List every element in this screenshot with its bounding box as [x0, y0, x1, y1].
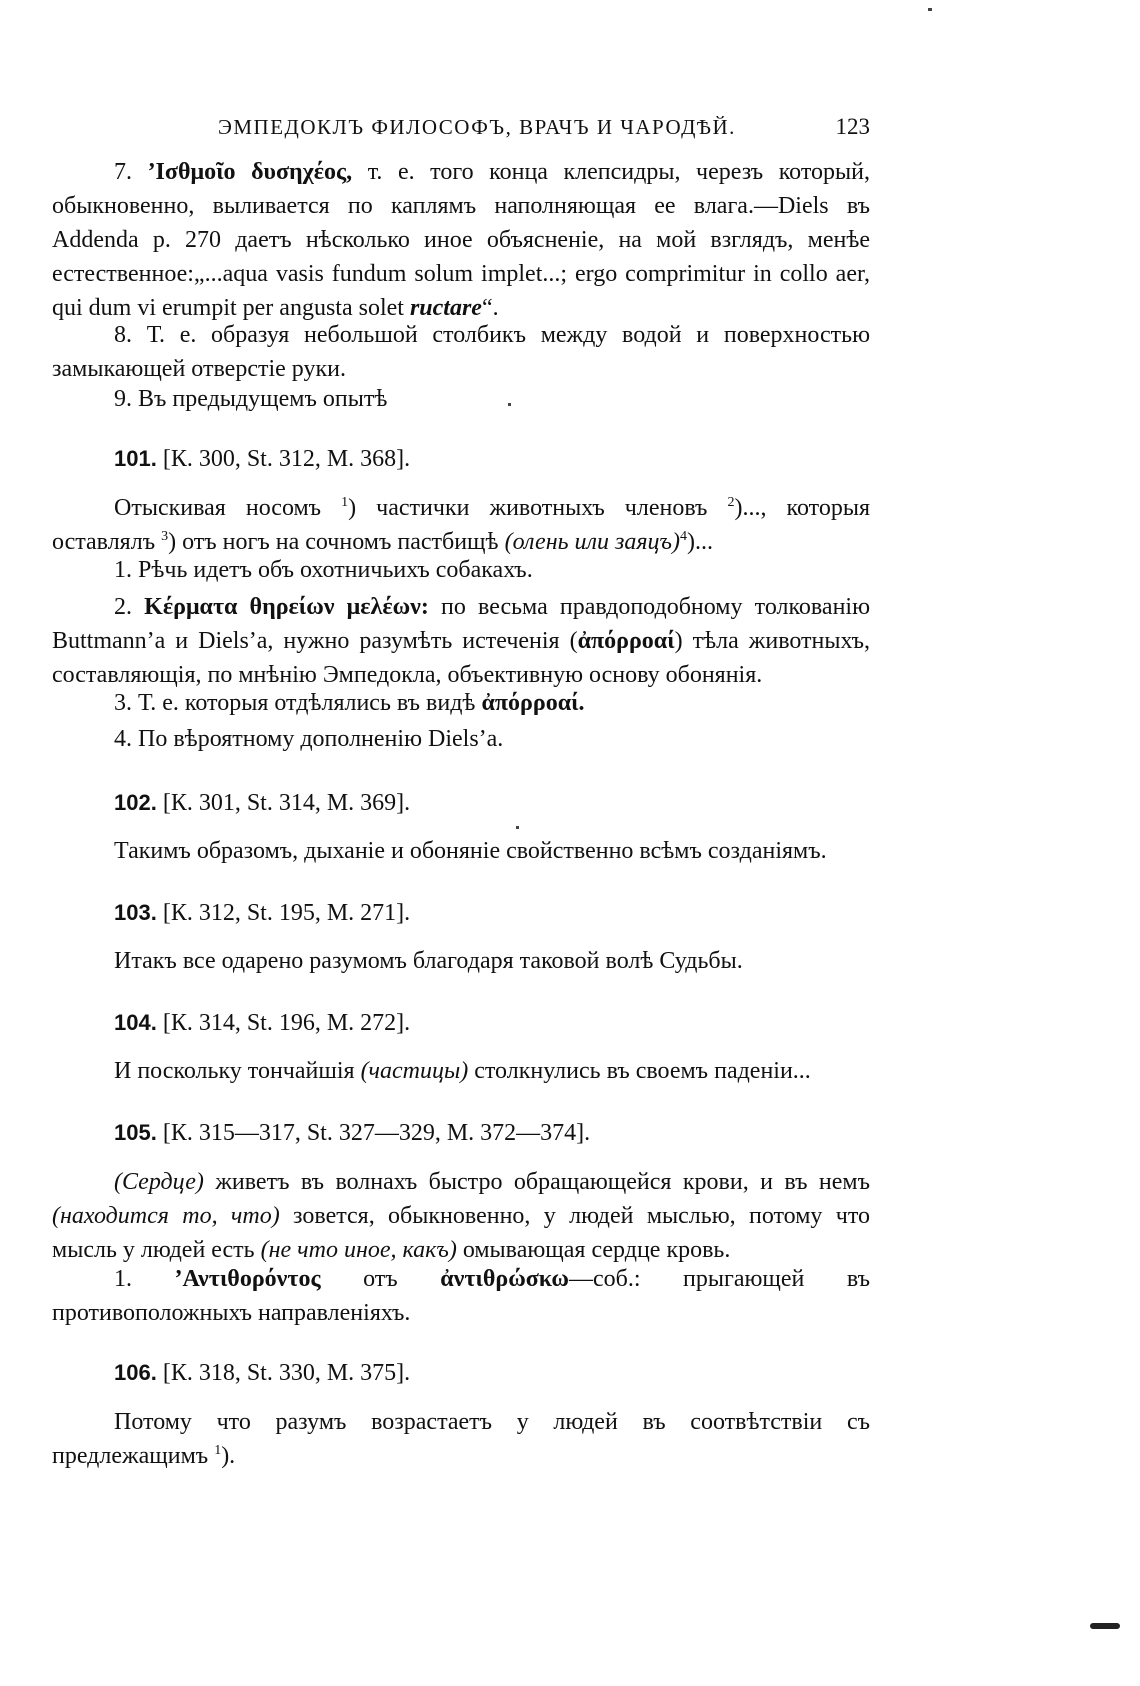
- italic-insert: (частицы): [360, 1058, 469, 1084]
- fragment-number: 106.: [114, 1360, 157, 1385]
- fragment-number: 102.: [114, 790, 157, 815]
- fragment-104-text: [52, 1054, 870, 1088]
- fragment-101-note-2: [52, 590, 870, 692]
- note-number: 8.: [114, 322, 132, 348]
- fragment-reference: [К. 312, St. 195, М. 271].: [162, 900, 411, 926]
- note-8: [52, 318, 870, 386]
- greek-term: ’Ισθμοῖο δυσηχέος,: [147, 159, 353, 185]
- greek-term: ἀπόρροαί.: [481, 690, 585, 716]
- latin-term: ructare: [409, 295, 482, 321]
- footnote-ref: 1: [214, 1443, 222, 1458]
- fragment-102-text: Такимъ образомъ, дыханіе и обоняніе свойственно всѣмъ созданіямъ.: [114, 838, 827, 864]
- fragment-101-note-4: 4. По вѣроятному дополненію Diels’a.: [114, 726, 504, 752]
- text-run: ).: [221, 1443, 236, 1469]
- note-text: отъ: [363, 1266, 398, 1292]
- italic-insert: (находится то, что): [52, 1203, 280, 1229]
- note-number: 7.: [114, 159, 132, 185]
- footnote-ref: 2: [727, 495, 735, 510]
- fragment-103-text: Итакъ все одарено разумомъ благодаря таковой волѣ Судьбы.: [114, 948, 743, 974]
- fragment-reference: [К. 300, St. 312, М. 368].: [162, 446, 411, 472]
- fragment-103-heading: [52, 896, 870, 930]
- italic-insert: (Сердце): [114, 1169, 204, 1195]
- fragment-106-heading: [52, 1356, 870, 1390]
- note-text: т. е. того конца клепсидры, черезъ который, обыкновенно, выливается по каплямъ наполняющая ее влага.—Diels въ Addenda p. 270 даетъ нѣсколько иное объясненіе, на мой взглядъ, менѣе естественное:„...aqua vasis fundum solum implet...; ergo comprimitur in collo aer, qui dum vi erumpit per angusta solet: [52, 159, 870, 321]
- note-text: Въ предыдущемъ опытѣ: [138, 386, 388, 412]
- italic-insert: (не что иное, какъ): [260, 1237, 457, 1263]
- note-7: [52, 155, 870, 325]
- text-run: )..., которыя оставлялъ: [52, 495, 871, 555]
- greek-term: Κέρματα θηρείων μελέων:: [144, 594, 429, 620]
- greek-term: ’Αντιθορόντος: [174, 1266, 321, 1292]
- scan-speck: [928, 8, 932, 11]
- note-number: 1.: [114, 1266, 132, 1292]
- fragment-104-heading: [52, 1006, 870, 1040]
- fragment-reference: [К. 315—317, St. 327—329, М. 372—374].: [162, 1120, 591, 1146]
- text-run: Потому что разумъ возрастаетъ у людей въ соотвѣтствіи съ предлежащимъ: [52, 1409, 870, 1469]
- greek-term: ἀντιθρώσκω: [440, 1266, 569, 1292]
- note-number: 2.: [114, 594, 132, 620]
- fragment-reference: [К. 318, St. 330, М. 375].: [162, 1360, 411, 1386]
- note-text: —соб.: прыгающей въ противоположныхъ направленіяхъ.: [52, 1266, 871, 1326]
- text-run: )...: [686, 529, 713, 555]
- text-run: Отыскивая носомъ: [114, 495, 322, 521]
- margin-mark: [1090, 1623, 1120, 1629]
- fragment-reference: [К. 301, St. 314, М. 369].: [162, 790, 411, 816]
- note-number: 9.: [114, 386, 132, 412]
- page-number: 123: [835, 114, 870, 139]
- note-text-end: “.: [481, 295, 499, 321]
- book-page: [52, 0, 870, 1686]
- fragment-number: 105.: [114, 1120, 157, 1145]
- running-title: ЭМПЕДОКЛЪ ФИЛОСОФЪ, ВРАЧЪ И ЧАРОДѢЙ.: [218, 115, 736, 139]
- fragment-105-note-1: [52, 1262, 870, 1330]
- text-run: И поскольку тончайшія: [114, 1058, 355, 1084]
- fragment-number: 103.: [114, 900, 157, 925]
- footnote-ref: 3: [161, 529, 169, 544]
- note-text: 3. Т. е. которыя отдѣлялись въ видѣ: [114, 690, 476, 716]
- note-text: по весьма правдоподобному толкованію Buttmann’a и Diels’a, нужно разумѣть истеченія (: [52, 594, 871, 654]
- fragment-101-heading: [52, 442, 870, 476]
- fragment-number: 101.: [114, 446, 157, 471]
- note-text: ) тѣла животныхъ, составляющія, по мнѣнію Эмпедокла, объективную основу обонянія.: [52, 628, 870, 688]
- text-run: омывающая сердце кровь.: [462, 1237, 731, 1263]
- footnote-ref: 4: [679, 529, 687, 544]
- text-run: зовется, обыкновенно, у людей мыслью, потому что мысль у людей есть: [52, 1203, 870, 1263]
- fragment-106-text: [52, 1405, 870, 1473]
- fragment-105-text: [52, 1165, 870, 1267]
- text-run: ) отъ ногъ на сочномъ пастбищѣ: [168, 529, 499, 555]
- fragment-101-note-3: [52, 686, 870, 720]
- note-9: [52, 382, 870, 416]
- running-header: [52, 110, 870, 144]
- text-run: живетъ въ волнахъ быстро обращающейся крови, и въ немъ: [215, 1169, 871, 1195]
- footnote-ref: 1: [341, 495, 349, 510]
- italic-insert: (олень или заяцъ): [504, 529, 680, 555]
- fragment-101-note-1: 1. Рѣчь идетъ объ охотничьихъ собакахъ.: [114, 557, 533, 583]
- fragment-105-heading: [52, 1116, 870, 1150]
- fragment-reference: [К. 314, St. 196, М. 272].: [162, 1010, 411, 1036]
- scan-speck: [516, 826, 519, 829]
- fragment-101-text: [52, 491, 870, 559]
- note-text: Т. е. образуя небольшой столбикъ между водой и поверхностью замыкающей отверстіе руки.: [52, 322, 871, 382]
- text-run: столкнулись въ своемъ паденіи...: [474, 1058, 811, 1084]
- fragment-number: 104.: [114, 1010, 157, 1035]
- scan-speck: [508, 403, 511, 406]
- text-run: ) частички животныхъ членовъ: [348, 495, 708, 521]
- fragment-102-heading: [52, 786, 870, 820]
- greek-term: ἀπόρροαί: [577, 628, 675, 654]
